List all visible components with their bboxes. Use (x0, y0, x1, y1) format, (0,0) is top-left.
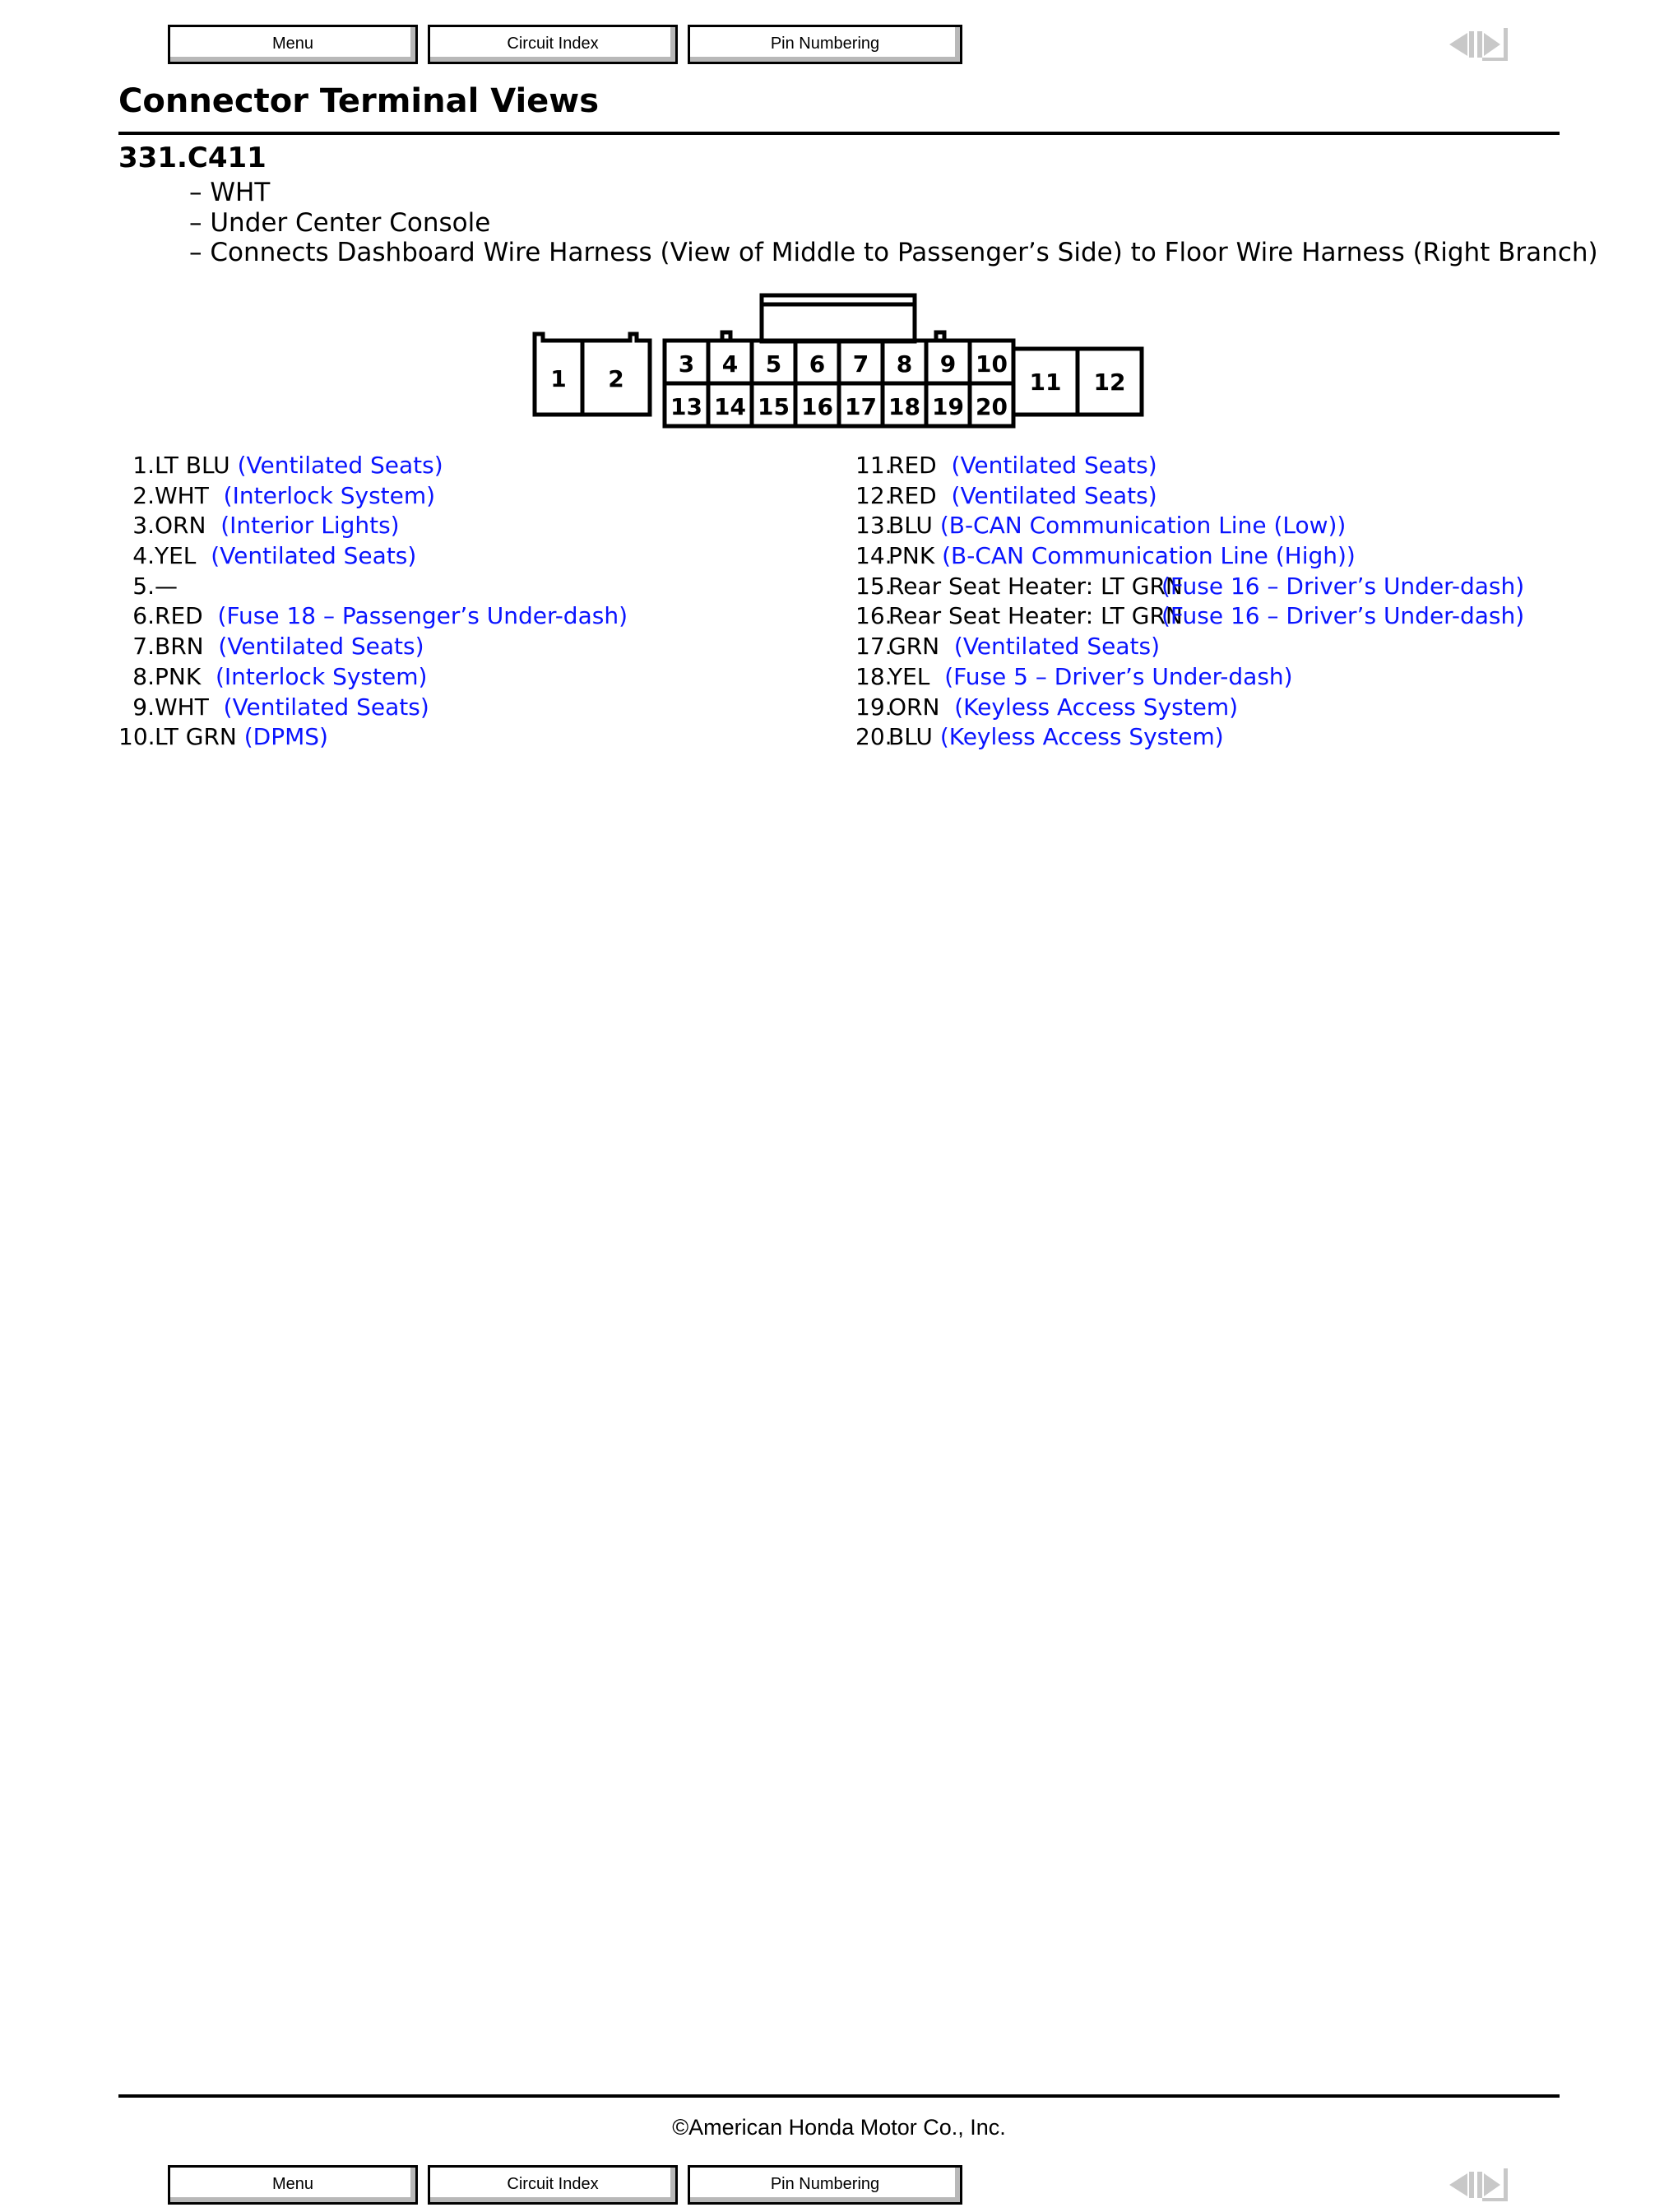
wire-color: WHT (155, 481, 224, 509)
pin-assignment-row (855, 601, 1525, 632)
circuit-link[interactable]: (DPMS) (243, 723, 328, 751)
pin-number: 7. (132, 633, 155, 661)
pin-label-3: 3 (678, 350, 695, 378)
pin-numbering-button[interactable]: Pin Numbering (688, 25, 962, 64)
pin-label-12: 12 (1093, 369, 1126, 396)
pin-label-1: 1 (550, 365, 567, 392)
circuit-link[interactable]: (Interlock System) (223, 481, 436, 509)
wire-color: YEL (155, 542, 211, 570)
pin-number: 3. (132, 512, 155, 540)
circuit-link[interactable]: (Ventilated Seats) (218, 633, 424, 661)
pin-label-18: 18 (888, 393, 920, 420)
circuit-link[interactable]: (Interlock System) (216, 662, 428, 690)
pin-assignment-row (855, 572, 1525, 602)
circuit-link[interactable]: (Ventilated Seats) (953, 633, 1161, 661)
wire-color: Rear Seat Heater: LT GRN (888, 602, 1183, 630)
circuit-link[interactable]: (Fuse 16 – Driver’s Under-dash) (1161, 602, 1525, 630)
pin-label-14: 14 (714, 393, 746, 420)
pin-number: 1. (132, 452, 155, 479)
circuit-link[interactable]: (Interior Lights) (220, 512, 400, 540)
pin-label-2: 2 (608, 365, 624, 392)
wire-color: ORN (888, 693, 955, 721)
pin-number: 18. (855, 662, 892, 690)
pin-number: 15. (855, 572, 892, 600)
wire-color: PNK (155, 662, 216, 690)
pin-assignment-row (118, 693, 628, 723)
wire-color: LT BLU (155, 452, 238, 479)
page-title: Connector Terminal Views (118, 82, 600, 120)
pin-label-5: 5 (765, 350, 782, 378)
pin-number: 8. (132, 662, 155, 690)
circuit-link[interactable]: (Ventilated Seats) (951, 481, 1157, 509)
footer-divider (118, 2094, 1560, 2098)
wire-color: RED (155, 602, 218, 630)
description-line-location: – Under Center Console (189, 207, 491, 238)
pin-assignment-row (855, 481, 1356, 512)
pin-assignment-row (118, 451, 628, 481)
wire-color: RED (888, 452, 952, 479)
circuit-link[interactable]: (Ventilated Seats) (223, 693, 429, 721)
pin-number: 16. (855, 602, 892, 630)
wire-color: BLU (888, 723, 940, 751)
pin-label-20: 20 (976, 393, 1008, 420)
pin-list-left (118, 451, 628, 753)
pin-label-13: 13 (670, 393, 702, 420)
pin-number: 19. (855, 693, 892, 721)
pin-assignment-row (118, 662, 628, 693)
wire-color: RED (888, 481, 952, 509)
pin-number: 11. (855, 452, 892, 479)
circuit-link[interactable]: (Keyless Access System) (939, 723, 1224, 751)
next-page-icon[interactable] (1477, 28, 1508, 61)
pin-number: 10. (118, 723, 155, 751)
connector-latch (762, 295, 915, 341)
pin-label-9: 9 (939, 350, 957, 378)
pin-assignment-row (118, 511, 628, 541)
pin-label-11: 11 (1029, 369, 1062, 396)
pin-number: 9. (132, 693, 155, 721)
page-navigation-bottom (1446, 2167, 1515, 2203)
wire-color: Rear Seat Heater: LT GRN (888, 572, 1183, 600)
circuit-link[interactable]: (Keyless Access System) (954, 693, 1239, 721)
pin-label-15: 15 (758, 393, 790, 420)
wire-color: — (155, 572, 178, 600)
pin-assignment-row (118, 541, 628, 572)
pin-label-7: 7 (852, 350, 869, 378)
menu-button-bottom[interactable]: Menu (168, 2165, 418, 2205)
wire-color: BLU (888, 512, 940, 540)
pin-number: 6. (132, 602, 155, 630)
pin-number: 13. (855, 512, 892, 540)
description-line-connection: – Connects Dashboard Wire Harness (View of Middle to Passenger’s Side) to Floor Wire Harness (Right Branch) (189, 238, 1598, 267)
bottom-nav-bar (0, 2165, 1678, 2211)
pin-assignment-row (855, 511, 1356, 541)
connector-description (189, 178, 1598, 268)
pin-numbering-button-bottom[interactable]: Pin Numbering (688, 2165, 962, 2205)
pin-assignment-row (118, 722, 628, 753)
circuit-link[interactable]: (B-CAN Communication Line (High)) (942, 542, 1356, 570)
circuit-link[interactable]: (Ventilated Seats) (211, 542, 417, 570)
pin-list-right (855, 451, 1525, 753)
previous-page-icon[interactable] (1449, 31, 1474, 58)
previous-page-icon[interactable] (1449, 2172, 1474, 2198)
wire-color: BRN (155, 633, 219, 661)
pin-assignment-row (855, 662, 1356, 693)
copyright-notice: ©American Honda Motor Co., Inc. (672, 2115, 1006, 2140)
pin-assignment-row (855, 541, 1356, 572)
pin-assignment-row (855, 693, 1356, 723)
circuit-index-button[interactable]: Circuit Index (428, 25, 678, 64)
pin-assignment-row (118, 572, 628, 602)
menu-button[interactable]: Menu (168, 25, 418, 64)
connector-diagram (526, 290, 1152, 429)
page-navigation (1446, 26, 1515, 63)
description-line-color: – WHT (189, 178, 271, 207)
wire-color: ORN (155, 512, 221, 540)
circuit-link[interactable]: (Ventilated Seats) (951, 452, 1157, 479)
circuit-link[interactable]: (Fuse 18 – Passenger’s Under-dash) (217, 602, 628, 630)
pin-number: 2. (132, 481, 155, 509)
pin-label-16: 16 (801, 393, 833, 420)
pin-number: 17. (855, 633, 892, 661)
pin-label-6: 6 (809, 350, 826, 378)
pin-assignment-row (118, 632, 628, 662)
wire-color: LT GRN (155, 723, 244, 751)
pin-number: 12. (855, 481, 892, 509)
pin-label-10: 10 (976, 350, 1008, 378)
pin-assignment-row (118, 481, 628, 512)
pin-assignment-row (855, 632, 1356, 662)
pin-number: 4. (132, 542, 155, 570)
wire-color: PNK (888, 542, 943, 570)
pin-label-8: 8 (896, 350, 913, 378)
pin-label-19: 19 (932, 393, 964, 420)
next-page-icon[interactable] (1477, 2168, 1508, 2201)
circuit-index-button-bottom[interactable]: Circuit Index (428, 2165, 678, 2205)
connector-id: 331.C411 (118, 141, 267, 174)
circuit-link[interactable]: (Fuse 5 – Driver’s Under-dash) (944, 662, 1293, 690)
circuit-link[interactable]: (Ventilated Seats) (237, 452, 443, 479)
circuit-link[interactable]: (B-CAN Communication Line (Low)) (939, 512, 1347, 540)
pin-assignment-row (855, 451, 1356, 481)
pin-number: 5. (132, 572, 155, 600)
pin-assignment-row (118, 601, 628, 632)
pin-number: 20. (855, 723, 892, 751)
pin-assignment-row (855, 722, 1356, 753)
header-divider (118, 132, 1560, 135)
pin-label-4: 4 (721, 350, 739, 378)
wire-color: GRN (888, 633, 954, 661)
wire-color: WHT (155, 693, 224, 721)
pin-number: 14. (855, 542, 892, 570)
wire-color: YEL (888, 662, 945, 690)
top-nav-bar (0, 25, 1678, 71)
circuit-link[interactable]: (Fuse 16 – Driver’s Under-dash) (1161, 572, 1525, 600)
pin-label-17: 17 (845, 393, 877, 420)
